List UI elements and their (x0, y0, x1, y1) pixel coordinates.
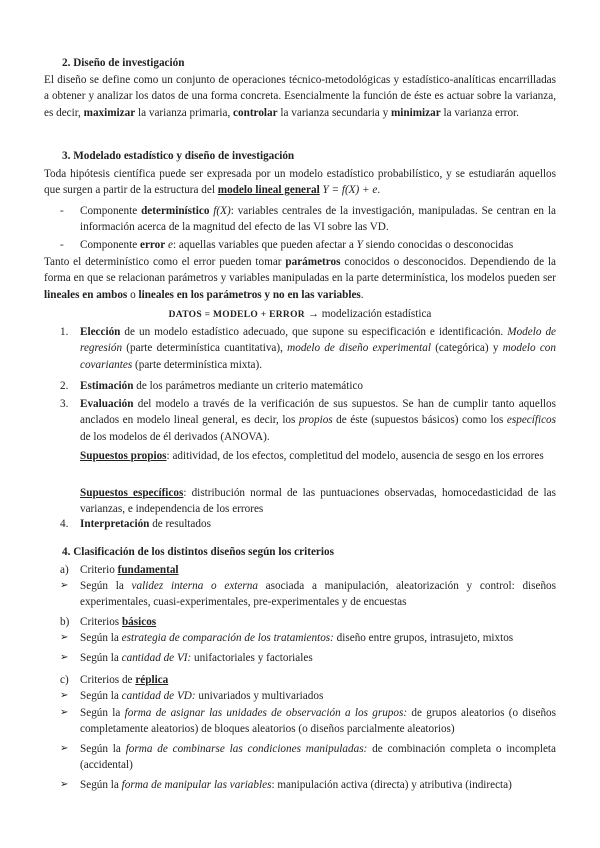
criterio-a-item-1: ➢ Según la validez interna o externa asociada a manipulación, aleatorización y control: diseños experimentales, cuasi-experimentales, pre-experimentales y de encuestas (60, 580, 557, 609)
arrow-bullet-icon: ➢ (60, 690, 69, 701)
supuestos-propios: Supuestos propios: aditividad, de los efectos, completitud del modelo, ausencia de sesgo en los errores (80, 450, 544, 462)
arrow-bullet-icon: ➢ (60, 779, 69, 790)
section-2-paragraph: El diseño se define como un conjunto de operaciones técnico-metodológicas y estadístico-analíticas encarrilladas a obtener y analizar los datos de una forma concreta. Esencialmente la función de éste es actuar sobre la varianza, es decir, maximizar la varianza primaria, controlar la varianza secundaria y minimizar la varianza error. (44, 74, 556, 119)
arrow-bullet-icon: ➢ (60, 707, 69, 718)
dash-marker: - (60, 239, 64, 251)
formula-line: DATOS = MODELO + ERROR → modelización estadística (168, 308, 432, 320)
arrow-bullet-icon: ➢ (60, 652, 69, 663)
bullet-error: - Componente error e: aquellas variables que pueden afectar a Y siendo conocidas o desconocidas (44, 237, 556, 254)
bullet-deterministic: - Componente determinístico f(X): variables centrales de la investigación, manipuladas. Se centran en la información acerca de la magnitud del efecto de las VI sobre las VD. (60, 205, 556, 234)
arrow-bullet-icon: ➢ (60, 743, 69, 754)
criterio-c-item-3: ➢ Según la forma de combinarse las condiciones manipuladas: de combinación completa o incompleta (accidental) (60, 743, 557, 772)
step-3: 3. Evaluación del modelo a través de la verificación de sus supuestos. Se han de cumplir tanto aquellos anclados en modelo lineal general, es decir, los propios de éste (supuestos básicos) como los específicos de los modelos de él derivados (ANOVA). (60, 398, 557, 443)
section-3-heading: 3. Modelado estadístico y diseño de investigación (62, 150, 295, 162)
document-page: 2. Diseño de investigación El diseño se define como un conjunto de operaciones técnico-metodológicas y estadístico-analíticas encarrilladas a obtener y analizar los datos de una forma concreta. Esencialmente la función de éste es actuar sobre la varianza, es decir, maximizar la varianza primaria, controlar la varianza secundaria y minimizar la varianza error. 3. Modelado estadístico y diseño de investigación Toda hipótesis científica puede ser expresada por un modelo estadístico probabilístico, y se estudiarán aquellos que surgen a partir de la estructura del modelo lineal general Y = f(X) + e. - Componente determinístico f(X): variables centrales de la investigación, manipuladas. Se centran en la información acerca de la magnitud del efecto de las VI sobre las VD. - Componente error e: aquellas variables que pueden afectar a Y siendo conocidas o desconocidas Tanto el determinístico como el error pueden tomar parámetros conocidos o desconocidos. Dependiendo de la forma en que se relacionan parámetros y variables manipuladas en la parte determinística, los modelos pueden ser lineales en ambos o lineales en los parámetros y no en las variables. DATOS = MODELO + ERROR → modelización estadística 1. Elección de un modelo estadístico adecuado, que supone su especificación e identificación. Modelo de regresión (parte determinística cuantitativa), modelo de diseño experimental (categórica) y modelo con covariantes (parte determinística mixta). 2. Estimación de los parámetros mediante un criterio matemático 3. Evaluación del modelo a través de la verificación de sus supuestos. Se han de cumplir tanto aquellos anclados en modelo lineal general, es decir, los propios de éste (supuestos básicos) como los específicos de los modelos de él derivados (ANOVA). Supuestos propios: aditividad, de los efectos, completitud del modelo, ausencia de sesgo en los errores Supuestos específicos: distribución normal de las puntuaciones observadas, homocedasticidad de las varianzas, e independencia de los errores 4. Interpretación de resultados 4. Clasificación de los distintos diseños según los criterios a) Criterio fundamental ➢ Según la validez interna o externa asociada a manipulación, aleatorización y control: diseños experimentales, cuasi-experimentales, pre-experimentales y de encuestas b) Criterios básicos ➢ Según la estrategia de comparación de los tratamientos: diseño entre grupos, intrasujeto, mixtos ➢ Según la cantidad de VI: unifactoriales y factoriales c) Criterios de réplica ➢ Según la cantidad de VD: univariados y multivariados ➢ Según la forma de asignar las unidades de observación a los grupos: de grupos aleatorios (o diseños completamente aleatorios) de bloques aleatorios (o diseños parcialmente aleatorios) ➢ Según la forma de combinarse las condiciones manipuladas: de combinación completa o incompleta (accidental) ➢ Según la forma de manipular las variables: manipulación activa (directa) y atributiva (indirecta) (0, 0, 600, 848)
criterio-c-item-2: ➢ Según la forma de asignar las unidades de observación a los grupos: de grupos aleatorios (o diseños completamente aleatorios) de bloques aleatorios (o diseños parcialmente aleatorios) (60, 707, 556, 736)
section-4-heading: 4. Clasificación de los distintos diseños según los criterios (62, 546, 334, 558)
step-1: 1. Elección de un modelo estadístico adecuado, que supone su especificación e identificación. Modelo de regresión (parte determinística cuantitativa), modelo de diseño experimental (categórica) y modelo con covariantes (parte determinística mixta). (60, 326, 557, 371)
arrow-bullet-icon: ➢ (60, 632, 69, 643)
arrow-bullet-icon: ➢ (60, 580, 69, 591)
supuestos-especificos: Supuestos específicos: distribución normal de las puntuaciones observadas, homocedasticidad de las varianzas, e independencia de los errores (80, 487, 556, 516)
dash-marker: - (60, 205, 64, 217)
section-3-paragraph-1: Toda hipótesis científica puede ser expresada por un modelo estadístico probabilístico, y se estudiarán aquellos que surgen a partir de la estructura del modelo lineal general Y = f(X) + e. (44, 168, 556, 197)
section-3-paragraph-2: Tanto el determinístico como el error pueden tomar parámetros conocidos o desconocidos. Dependiendo de la forma en que se relacionan parámetros y variables manipuladas en la parte determinística, los modelos pueden ser lineales en ambos o lineales en los parámetros y no en las variables. (44, 256, 557, 301)
section-2-heading: 2. Diseño de investigación (62, 57, 185, 69)
